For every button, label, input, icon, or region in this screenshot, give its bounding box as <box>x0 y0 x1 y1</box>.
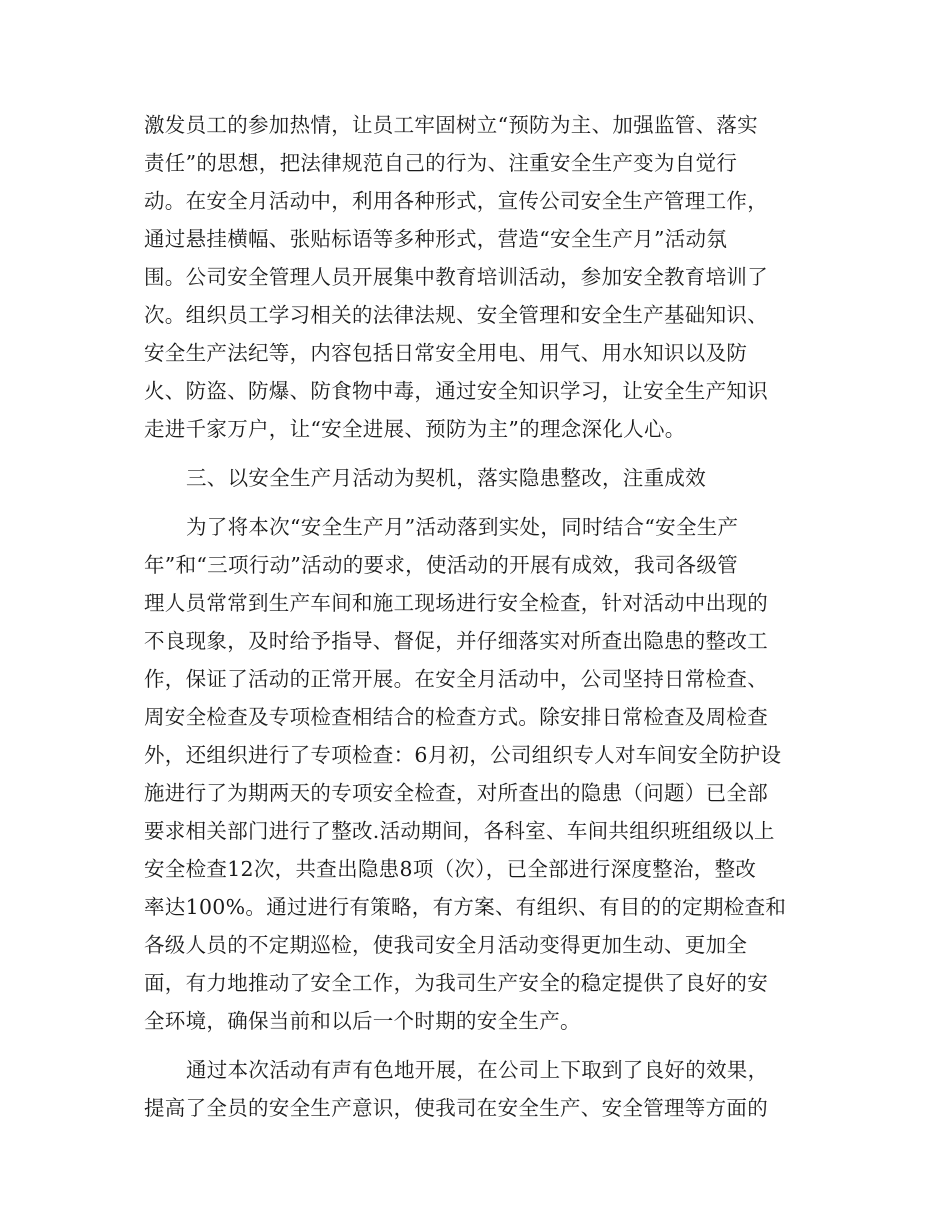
text-line: 施进行了为期两天的专项安全检查，对所查出的隐患（问题）已全部 <box>144 781 768 805</box>
text-line: 周安全检查及专项检查相结合的检查方式。除安排日常检查及周检查 <box>144 705 768 729</box>
text-line: 年”和“三项行动”活动的要求，使活动的开展有成效，我司各级管 <box>144 553 738 577</box>
text-line: 动。在安全月活动中，利用各种形式，宣传公司安全生产管理工作， <box>144 189 768 213</box>
text-line: 安全生产法纪等，内容包括日常安全用电、用气、用水知识以及防 <box>144 341 748 365</box>
text-line: 理人员常常到生产车间和施工现场进行安全检查，针对活动中出现的 <box>144 591 768 615</box>
text-line: 面，有力地推动了安全工作，为我司生产安全的稳定提供了良好的安 <box>144 971 768 995</box>
text-line: 各级人员的不定期巡检，使我司安全月活动变得更加生动、更加全 <box>144 933 748 957</box>
text-line: 提高了全员的安全生产意识，使我司在安全生产、安全管理等方面的 <box>144 1096 768 1120</box>
text-line: 通过悬挂横幅、张贴标语等多种形式，营造“安全生产月”活动氛 <box>144 227 728 251</box>
text-line: 责任”的思想，把法律规范自己的行为、注重安全生产变为自觉行 <box>144 151 738 175</box>
text-line: 火、防盗、防爆、防食物中毒，通过安全知识学习，让安全生产知识 <box>144 379 768 403</box>
text-line: 通过本次活动有声有色地开展，在公司上下取到了良好的效果， <box>186 1058 769 1082</box>
text-line: 激发员工的参加热情，让员工牢固树立“预防为主、加强监管、落实 <box>144 113 758 137</box>
text-line: 为了将本次“安全生产月”活动落到实处，同时结合“安全生产 <box>186 515 739 539</box>
section-heading: 三、以安全生产月活动为契机，落实隐患整改，注重成效 <box>186 466 706 490</box>
text-line: 要求相关部门进行了整改.活动期间，各科室、车间共组织班组级以上 <box>144 819 775 843</box>
text-line: 不良现象，及时给予指导、督促，并仔细落实对所查出隐患的整改工 <box>144 629 768 653</box>
text-line: 率达100%。通过进行有策略，有方案、有组织、有目的的定期检查和 <box>144 895 787 919</box>
text-line: 全环境，确保当前和以后一个时期的安全生产。 <box>144 1009 581 1033</box>
text-line: 外，还组织进行了专项检查：6月初，公司组织专人对车间安全防护设 <box>144 743 782 767</box>
text-line: 围。公司安全管理人员开展集中教育培训活动，参加安全教育培训了 <box>144 265 768 289</box>
text-line: 作，保证了活动的正常开展。在安全月活动中，公司坚持日常检查、 <box>144 667 768 691</box>
text-line: 安全检查12次，共查出隐患8项（次），已全部进行深度整治，整改 <box>144 857 757 881</box>
text-line: 次。组织员工学习相关的法律法规、安全管理和安全生产基础知识、 <box>144 303 768 327</box>
text-line: 走进千家万户，让“安全进展、预防为主”的理念深化人心。 <box>144 417 686 441</box>
